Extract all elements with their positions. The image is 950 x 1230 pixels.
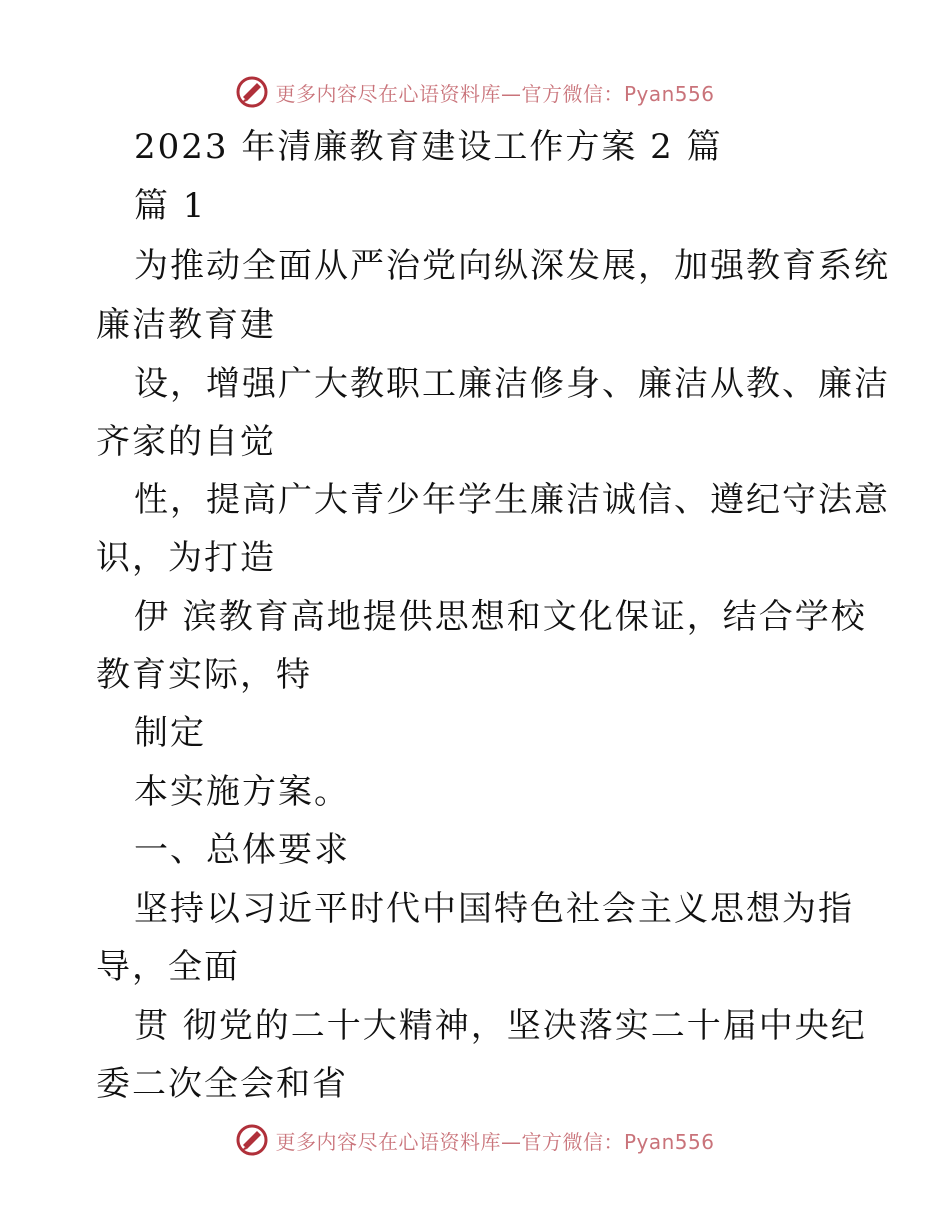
paragraph-line: 齐家的自觉 <box>96 422 276 462</box>
paragraph-line: 为推动全面从严治党向纵深发展，加强教育系统 <box>134 246 890 286</box>
paragraph-line: 廉洁教育建 <box>96 305 276 345</box>
watermark-text: 更多内容尽在心语资料库—官方微信：Pyan556 <box>275 81 715 106</box>
document-title: 2023 年清廉教育建设工作方案 2 篇 <box>134 127 723 167</box>
paragraph-line: 识，为打造 <box>96 538 276 578</box>
paragraph-line: 教育实际，特 <box>96 655 312 695</box>
section-heading: 一、总体要求 <box>134 830 350 870</box>
paragraph-line: 伊 滨教育高地提供思想和文化保证，结合学校 <box>134 597 867 637</box>
paragraph-line: 设，增强广大教职工廉洁修身、廉洁从教、廉洁 <box>134 364 890 404</box>
pen-logo-icon <box>235 1123 269 1157</box>
paragraph-line: 委二次全会和省 <box>96 1064 348 1104</box>
footer-watermark <box>0 1120 950 1160</box>
paragraph-line: 导，全面 <box>96 947 240 987</box>
paragraph-line: 制定 <box>134 713 206 753</box>
section-label: 篇 1 <box>134 186 207 226</box>
pen-logo-icon <box>235 75 269 109</box>
paragraph-line: 本实施方案。 <box>134 772 350 812</box>
paragraph-line: 性，提高广大青少年学生廉洁诚信、遵纪守法意 <box>134 480 890 520</box>
paragraph-line: 坚持以习近平时代中国特色社会主义思想为指 <box>134 889 854 929</box>
paragraph-line: 贯 彻党的二十大精神，坚决落实二十届中央纪 <box>134 1006 867 1046</box>
header-watermark <box>0 72 950 112</box>
watermark-text: 更多内容尽在心语资料库—官方微信：Pyan556 <box>275 1129 715 1154</box>
